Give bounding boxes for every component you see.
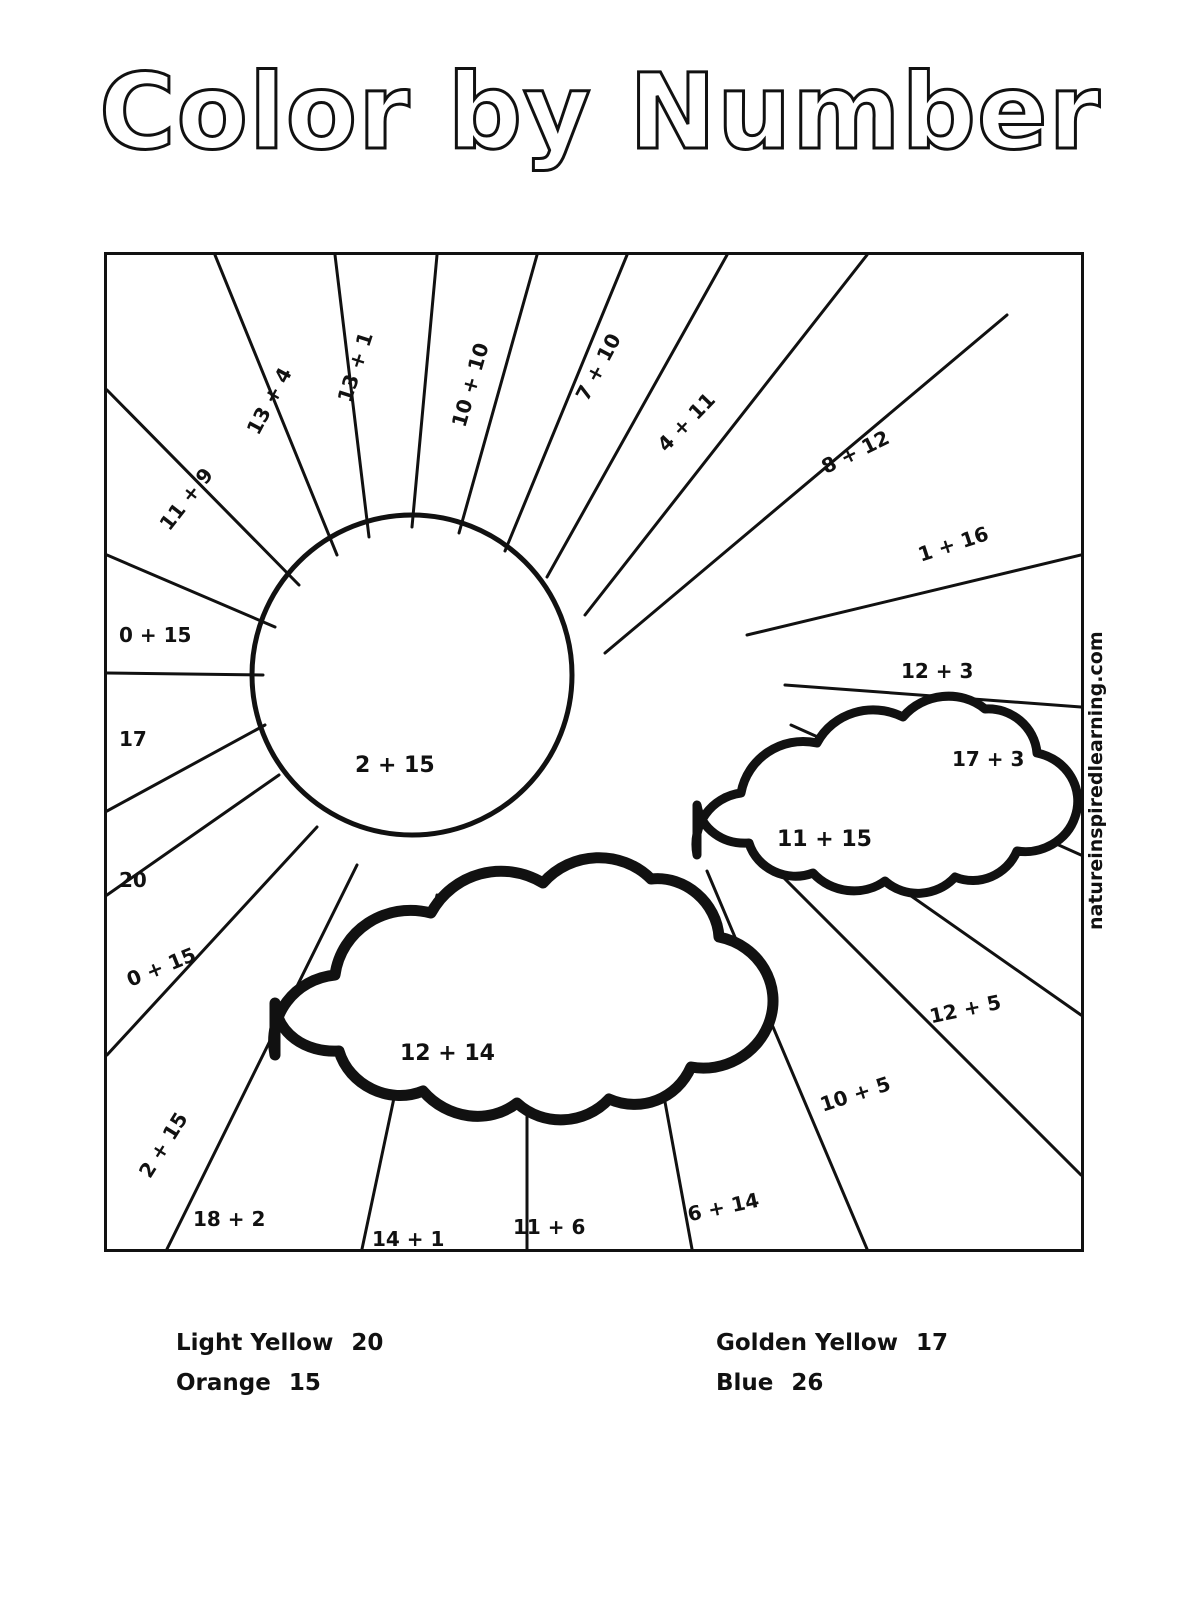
color-key-name: Golden Yellow xyxy=(716,1330,898,1356)
color-key-cell xyxy=(176,1370,716,1396)
region-label: 17 xyxy=(119,727,147,751)
color-key-cell xyxy=(716,1370,1056,1396)
color-key-number: 17 xyxy=(915,1330,948,1356)
color-key-row xyxy=(176,1370,1056,1396)
region-label-sun: 2 + 15 xyxy=(355,753,435,778)
region-label: 14 + 1 xyxy=(372,1227,445,1251)
region-label: 0 + 15 xyxy=(119,623,192,647)
page-title: Color by Number xyxy=(99,51,1101,173)
cloud-right xyxy=(696,696,1078,893)
color-key xyxy=(176,1330,1056,1410)
region-label: 2 + 15 xyxy=(133,1107,193,1183)
color-key-name: Orange xyxy=(176,1370,271,1396)
cloud-left xyxy=(274,858,773,1120)
color-key-number: 15 xyxy=(288,1370,321,1396)
region-label-cloud-right: 11 + 15 xyxy=(777,827,872,852)
region-label: 18 + 2 xyxy=(193,1207,266,1231)
region-label-cloud-left: 12 + 14 xyxy=(400,1041,495,1066)
color-key-number: 20 xyxy=(351,1330,384,1356)
color-key-cell xyxy=(176,1330,716,1356)
color-key-number: 26 xyxy=(791,1370,824,1396)
region-label: 20 xyxy=(119,868,147,892)
region-label: 11 + 9 xyxy=(154,463,218,535)
region-label: 10 + 10 xyxy=(446,340,494,430)
region-label: 4 + 11 xyxy=(652,387,721,457)
region-label: 11 + 6 xyxy=(513,1215,586,1239)
region-label: 17 + 3 xyxy=(952,747,1025,771)
region-label: 12 + 3 xyxy=(901,659,974,683)
region-label: 0 + 15 xyxy=(123,942,200,992)
region-label: 7 + 10 xyxy=(570,329,626,405)
region-label: 1 + 16 xyxy=(915,521,992,567)
color-key-cell xyxy=(716,1330,1056,1356)
coloring-worksheet xyxy=(104,252,1084,1252)
site-watermark: natureinspiredlearning.com xyxy=(1085,631,1107,930)
color-key-name: Blue xyxy=(716,1370,774,1396)
region-label: 10 + 5 xyxy=(817,1071,894,1117)
region-label: 6 + 14 xyxy=(685,1187,762,1227)
color-key-row xyxy=(176,1330,1056,1356)
region-label: 12 + 5 xyxy=(927,989,1004,1029)
region-label: 13 + 1 xyxy=(332,328,378,406)
region-label: 8 + 12 xyxy=(817,425,894,479)
region-label: 13 + 4 xyxy=(241,363,297,439)
color-key-name: Light Yellow xyxy=(176,1330,334,1356)
